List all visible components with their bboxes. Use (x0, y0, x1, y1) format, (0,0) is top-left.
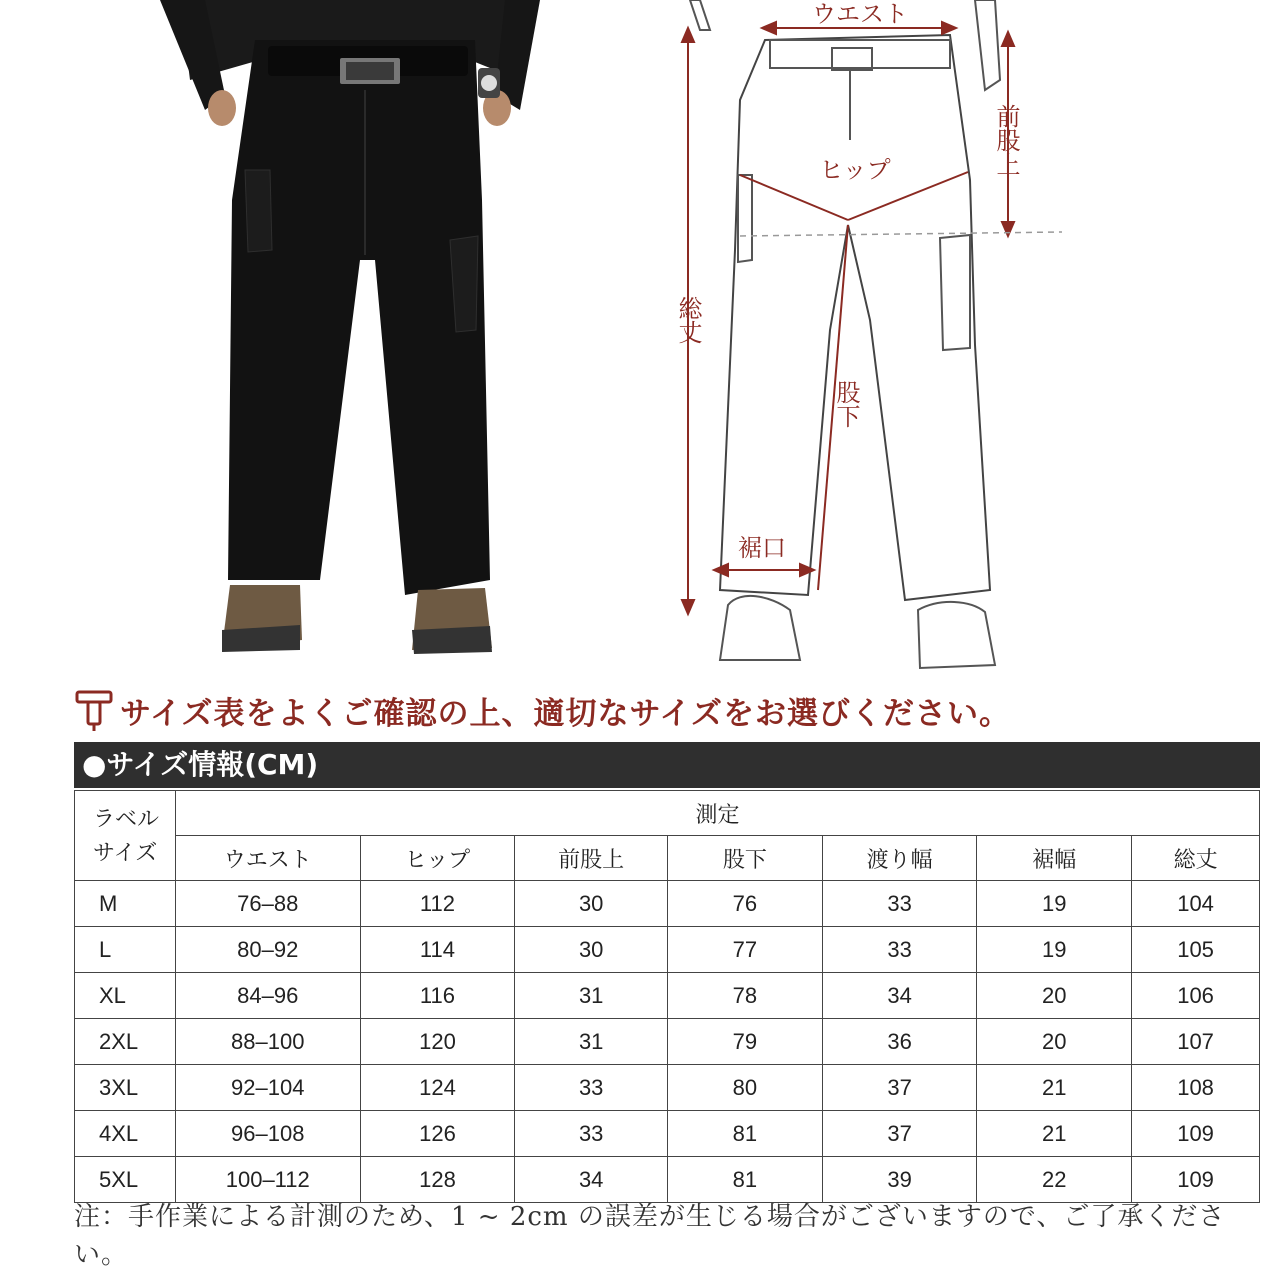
table-row (75, 1157, 1260, 1203)
table-cell: 34 (822, 973, 977, 1019)
size-rows (75, 881, 1260, 1203)
black-pants-photo (160, 0, 540, 654)
table-cell: 22 (977, 1157, 1132, 1203)
table-row (75, 1065, 1260, 1111)
table-cell: 76–88 (175, 881, 360, 927)
size-label-cell: L (75, 927, 176, 973)
table-cell: 126 (360, 1111, 515, 1157)
inseam-label: 股下 (832, 380, 860, 428)
table-cell: 76 (668, 881, 823, 927)
table-cell: 107 (1132, 1019, 1260, 1065)
hem-label: 裾口 (738, 534, 786, 562)
corner-label: ラベル (93, 805, 160, 831)
table-cell: 37 (822, 1111, 977, 1157)
table-cell: 34 (515, 1157, 668, 1203)
table-cell: 124 (360, 1065, 515, 1111)
table-cell: 79 (668, 1019, 823, 1065)
table-cell: 19 (977, 927, 1132, 973)
measure-title: 測定 (175, 791, 1259, 836)
table-row (75, 973, 1260, 1019)
table-cell: 78 (668, 973, 823, 1019)
table-cell: 109 (1132, 1111, 1260, 1157)
column-header: ウエスト (175, 836, 360, 881)
column-header: 総丈 (1132, 836, 1260, 881)
table-cell: 114 (360, 927, 515, 973)
column-header: 前股上 (515, 836, 668, 881)
table-row (75, 927, 1260, 973)
table-cell: 33 (822, 881, 977, 927)
table-row (75, 881, 1260, 927)
table-cell: 21 (977, 1111, 1132, 1157)
corner-size: サイズ (93, 839, 158, 865)
table-cell: 20 (977, 973, 1132, 1019)
size-label-cell: M (75, 881, 176, 927)
table-cell: 33 (822, 927, 977, 973)
table-cell: 20 (977, 1019, 1132, 1065)
total-length-label: 総丈 (674, 296, 702, 344)
table-cell: 33 (515, 1065, 668, 1111)
table-cell: 100–112 (175, 1157, 360, 1203)
table-cell: 84–96 (175, 973, 360, 1019)
size-check-notice (74, 684, 1264, 736)
table-cell: 21 (977, 1065, 1132, 1111)
hanger-tag-icon (74, 688, 114, 732)
table-cell: 96–108 (175, 1111, 360, 1157)
table-cell: 31 (515, 973, 668, 1019)
column-header: ヒップ (360, 836, 515, 881)
size-label-cell: XL (75, 973, 176, 1019)
table-cell: 106 (1132, 973, 1260, 1019)
table-cell: 30 (515, 927, 668, 973)
size-label-cell: 3XL (75, 1065, 176, 1111)
waist-label: ウエスト (812, 0, 908, 28)
table-cell: 31 (515, 1019, 668, 1065)
front-rise-label: 前股上 (992, 104, 1020, 176)
table-cell: 39 (822, 1157, 977, 1203)
table-cell: 37 (822, 1065, 977, 1111)
table-cell: 109 (1132, 1157, 1260, 1203)
size-label-cell: 5XL (75, 1157, 176, 1203)
table-cell: 80–92 (175, 927, 360, 973)
table-row (75, 1019, 1260, 1065)
table-cell: 105 (1132, 927, 1260, 973)
table-cell: 120 (360, 1019, 515, 1065)
column-header: 渡り幅 (822, 836, 977, 881)
table-cell: 77 (668, 927, 823, 973)
pants-sketch (690, 0, 1000, 668)
table-cell: 92–104 (175, 1065, 360, 1111)
table-corner-header (75, 791, 176, 881)
footnote: 注：手作業による計測のため、1 ~ 2cm の誤差が生じる場合がございますので、ご了承ください。 (74, 1202, 1226, 1270)
hip-label: ヒップ (819, 156, 891, 184)
table-cell: 104 (1132, 881, 1260, 927)
size-info-header: ●サイズ情報(CM) (74, 742, 1260, 788)
table-cell: 36 (822, 1019, 977, 1065)
table-cell: 30 (515, 881, 668, 927)
table-cell: 88–100 (175, 1019, 360, 1065)
table-cell: 81 (668, 1157, 823, 1203)
column-header-row (75, 836, 1260, 881)
size-table (74, 790, 1260, 1203)
table-cell: 81 (668, 1111, 823, 1157)
column-header: 股下 (668, 836, 823, 881)
table-row (75, 1111, 1260, 1157)
table-cell: 128 (360, 1157, 515, 1203)
table-cell: 80 (668, 1065, 823, 1111)
table-cell: 33 (515, 1111, 668, 1157)
size-label-cell: 2XL (75, 1019, 176, 1065)
table-cell: 108 (1132, 1065, 1260, 1111)
column-header: 裾幅 (977, 836, 1132, 881)
notice-text: サイズ表をよくご確認の上、適切なサイズをお選びください。 (120, 695, 1012, 732)
table-cell: 112 (360, 881, 515, 927)
table-cell: 116 (360, 973, 515, 1019)
size-label-cell: 4XL (75, 1111, 176, 1157)
table-cell: 19 (977, 881, 1132, 927)
